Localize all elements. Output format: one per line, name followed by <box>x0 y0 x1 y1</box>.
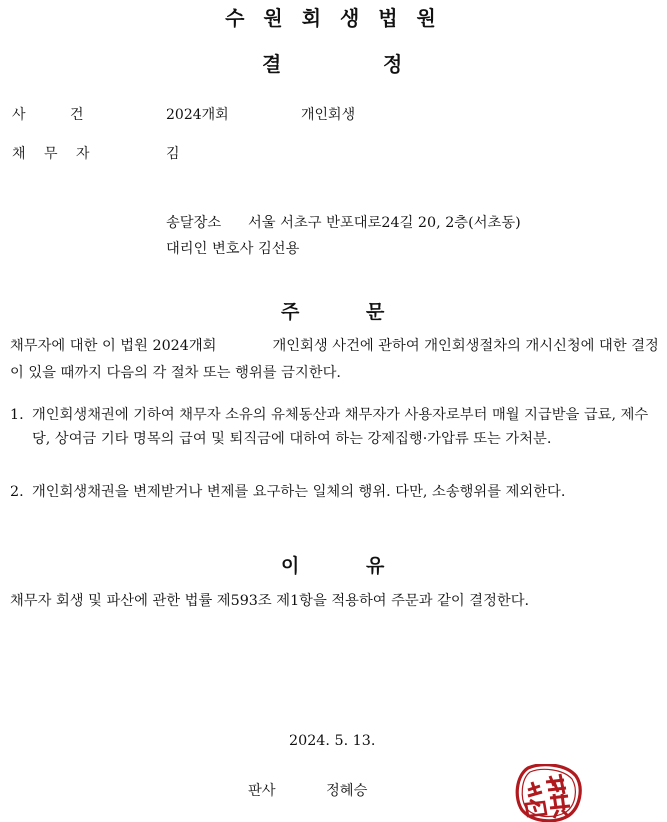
doc-type-char-2: 정 <box>383 52 403 76</box>
order-title-char-2: 문 <box>366 301 385 323</box>
judge-name: 정혜승 <box>326 783 368 799</box>
order-item-2 <box>10 480 650 504</box>
debtor-name: 김 <box>166 146 180 162</box>
case-number: 2024개회 <box>166 107 229 123</box>
order-item-2-number: 2. <box>10 484 24 500</box>
agent: 대리인 변호사 김선용 <box>166 241 300 257</box>
order-title-char-1: 주 <box>281 301 300 323</box>
order-item-1-number: 1. <box>10 407 24 423</box>
service-label: 송달장소 <box>166 215 222 231</box>
debtor-label: 채 무 자 <box>12 146 90 162</box>
reason-title-char-2: 유 <box>366 555 385 577</box>
order-item-1-text: 개인회생채권에 기하여 채무자 소유의 유체동산과 채무자가 사용자로부터 매월 지급받을 급료, 제수당, 상여금 기타 명목의 급여 및 퇴직금에 대하여 하는 강제집행·가압류 또는 가처분. <box>32 407 649 447</box>
order-text <box>10 333 660 387</box>
court-name: 수 원 회 생 법 원 <box>225 6 442 30</box>
court-seal-icon <box>514 764 582 822</box>
service-address: 서울 서초구 반포대로24길 20, 2층(서초동) <box>248 215 521 231</box>
order-text-part2: 개인회생 사건에 관하여 개인회생절차의 개시신청에 대한 결정이 있을 때까지 다음의 각 절차 또는 행위를 금지한다. <box>10 338 659 381</box>
reason-title-char-1: 이 <box>281 555 300 577</box>
order-item-1 <box>10 403 650 451</box>
order-item-2-text: 개인회생채권을 변제받거나 변제를 요구하는 일체의 행위. 다만, 소송행위를 제외한다. <box>32 484 566 500</box>
decision-date: 2024. 5. 13. <box>289 733 376 749</box>
case-type: 개인회생 <box>301 107 356 123</box>
doc-type-char-1: 결 <box>262 52 282 76</box>
case-label: 사 건 <box>12 107 84 123</box>
reason-text: 채무자 회생 및 파산에 관한 법률 제593조 제1항을 적용하여 주문과 같이 결정한다. <box>10 593 530 609</box>
judge-label: 판사 <box>248 783 276 799</box>
order-text-part1: 채무자에 대한 이 법원 2024개회 <box>10 338 217 354</box>
